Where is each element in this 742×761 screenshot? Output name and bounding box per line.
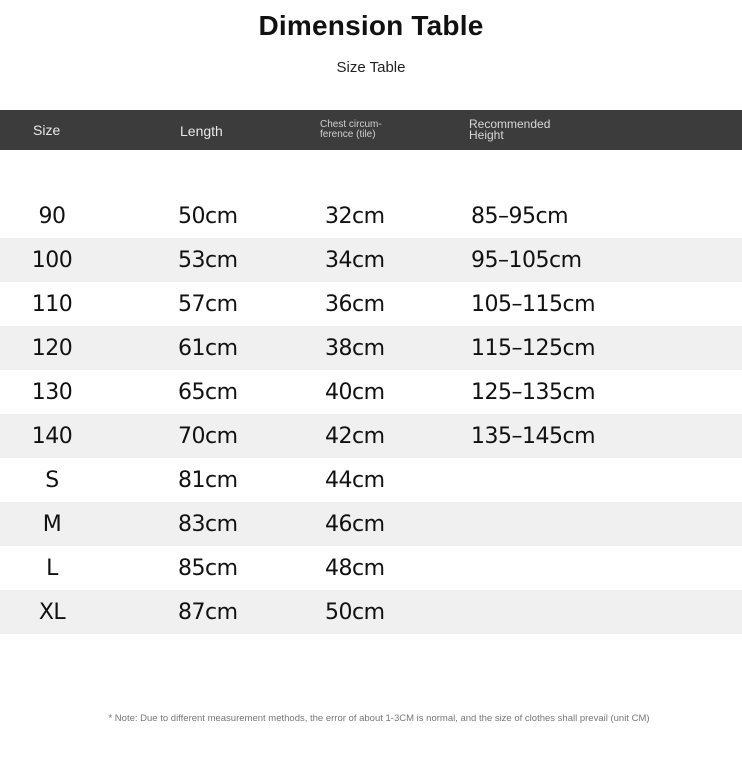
cell-length: 87cm	[178, 600, 238, 625]
table-row	[0, 590, 742, 634]
cell-chest: 36cm	[325, 292, 385, 317]
cell-height: 125–135cm	[471, 380, 596, 405]
cell-size: 110	[31, 292, 73, 317]
cell-length: 81cm	[178, 468, 238, 493]
cell-height: 95–105cm	[471, 248, 582, 273]
cell-chest: 32cm	[325, 204, 385, 229]
table-row	[0, 546, 742, 590]
cell-size: 120	[31, 336, 73, 361]
cell-height: 85–95cm	[471, 204, 569, 229]
table-row	[0, 282, 742, 326]
cell-length: 57cm	[178, 292, 238, 317]
cell-size: XL	[38, 600, 66, 625]
cell-chest: 34cm	[325, 248, 385, 273]
table-row	[0, 458, 742, 502]
cell-length: 53cm	[178, 248, 238, 273]
cell-chest: 46cm	[325, 512, 385, 537]
column-header-size: Size	[33, 122, 61, 138]
cell-size: 130	[31, 380, 73, 405]
measurement-note: * Note: Due to different measurement methods, the error of about 1-3CM is normal, and the size of clothes shall prevail (unit CM)	[108, 713, 650, 724]
table-row	[0, 194, 742, 238]
cell-length: 50cm	[178, 204, 238, 229]
table-row	[0, 326, 742, 370]
cell-size: M	[42, 512, 62, 537]
cell-length: 85cm	[178, 556, 238, 581]
cell-length: 61cm	[178, 336, 238, 361]
cell-chest: 48cm	[325, 556, 385, 581]
column-header-height: Recommended Height	[469, 117, 551, 142]
cell-chest: 40cm	[325, 380, 385, 405]
page-subtitle: Size Table	[336, 59, 406, 76]
page-title: Dimension Table	[258, 10, 484, 41]
cell-size: 100	[31, 248, 73, 273]
cell-height: 105–115cm	[471, 292, 596, 317]
table-row	[0, 370, 742, 414]
cell-size: 90	[38, 204, 66, 229]
table-row	[0, 414, 742, 458]
cell-chest: 42cm	[325, 424, 385, 449]
column-header-chest: Chest circum- ference (tile)	[320, 119, 382, 140]
cell-chest: 50cm	[325, 600, 385, 625]
cell-size: L	[46, 556, 58, 581]
cell-length: 65cm	[178, 380, 238, 405]
cell-chest: 44cm	[325, 468, 385, 493]
column-header-length: Length	[180, 123, 223, 139]
cell-length: 83cm	[178, 512, 238, 537]
cell-length: 70cm	[178, 424, 238, 449]
cell-height: 135–145cm	[471, 424, 596, 449]
cell-size: S	[45, 468, 59, 493]
table-row	[0, 238, 742, 282]
table-row	[0, 502, 742, 546]
cell-height: 115–125cm	[471, 336, 596, 361]
size-table-body	[0, 194, 742, 634]
cell-chest: 38cm	[325, 336, 385, 361]
table-header	[0, 110, 742, 150]
cell-size: 140	[31, 424, 73, 449]
